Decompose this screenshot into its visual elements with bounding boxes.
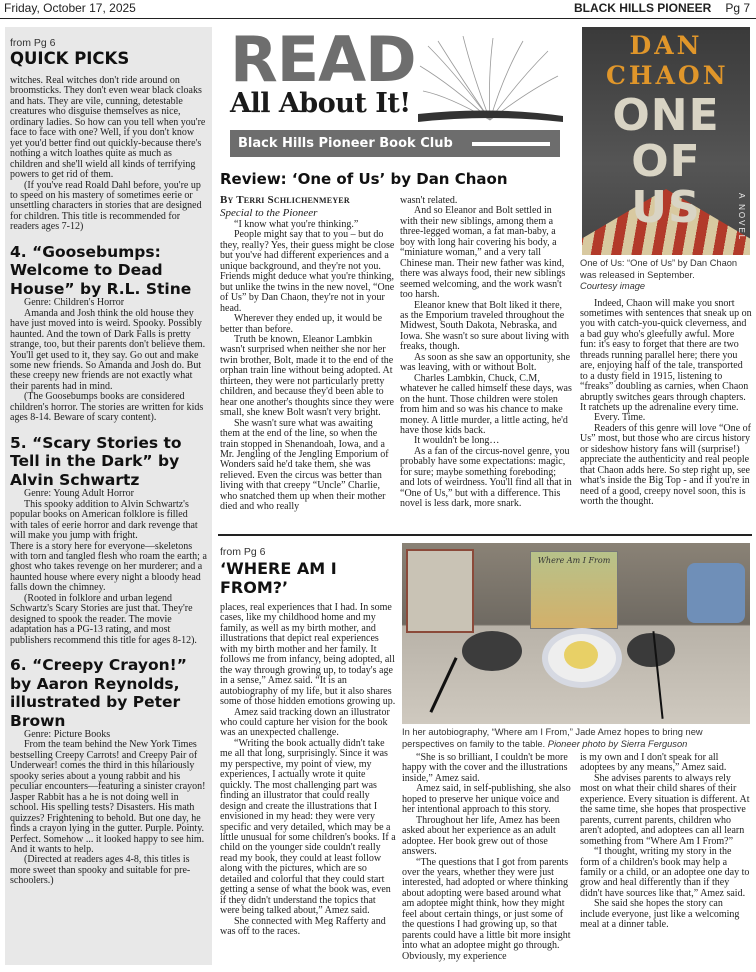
where-column-3 xyxy=(580,753,752,970)
photo-credit: Pioneer photo by Sierra Ferguson xyxy=(547,738,688,749)
book-club-name: Black Hills Pioneer Book Club xyxy=(238,136,453,151)
paragraph: (Rooted in folklore and urban legend Schwartz's Scary Stories are just that. They're designed to spook the reader. The movie adaptation has a PG-13 rating, and most publishers recommend this title for ages 8-12). xyxy=(10,592,197,646)
plate xyxy=(462,631,522,671)
paragraph: As a fan of the circus-novel genre, you probably have some expectations: magic, for sure; maybe something foreboding; and lots of weirdness. You'll find all that in “One of Us,” but with a difference. This novel is less dark, more snark. xyxy=(400,445,572,510)
cover-author: DAN CHAON xyxy=(606,31,729,90)
paragraph: Throughout her life, Amez has been asked about her experience as an adult adoptee. Her book grew out of those answers. xyxy=(402,814,560,858)
continued-from: from Pg 6 xyxy=(220,546,266,558)
paragraph: Genre: Picture Books xyxy=(24,729,111,741)
book-club-bar xyxy=(230,130,560,157)
cup xyxy=(627,633,675,667)
banner-read: READ xyxy=(230,23,416,96)
article-photo xyxy=(402,543,750,724)
article-headline: ‘WHERE AM I FROM?’ xyxy=(220,559,337,597)
paragraph: (Directed at readers ages 4-8, this titles is more sweet than spooky and suitable for pre-schoolers.) xyxy=(10,854,191,887)
cover-caption: One of Us: “One of Us” by Dan Chaon was released in September. xyxy=(580,258,738,280)
photo-book-title: Where Am I From xyxy=(537,556,611,565)
article-body xyxy=(580,299,752,508)
paragraph: And so Eleanor and Bolt settled in with their new siblings, among them a three-legged woman, a fat man-baby, a boy with long hair covering his body, a “miniature woman,” and a very tall Chinese man. Their new father was kind, there was always food, their new siblings seemed welcoming, and the work wasn't too harsh. xyxy=(400,205,566,301)
article-body xyxy=(10,730,207,887)
review-headline: Review: ‘One of Us’ by Dan Chaon xyxy=(220,170,508,188)
cover-title: ONE OF US xyxy=(612,90,720,233)
paragraph: People might say that to you – but do they, really? Yes, their guess might be close but you've had different experiences and a unique background, and they're not you. Friends might deduce what you're thinking, but unlike the twins in the new novel, “One of Us” by Dan Chaon, they're not in your head. xyxy=(220,229,395,314)
byline: By Terri Schlichenmeyer xyxy=(220,194,350,206)
pick-6-title: 6. “Creepy Crayon!” by Aaron Reynolds, illustrated by Peter Brown xyxy=(10,656,187,730)
book-cover-image xyxy=(582,27,750,255)
paragraph: wasn't related. xyxy=(400,196,458,206)
open-book-icon xyxy=(418,36,563,124)
paragraph: She connected with Meg Rafferty and was off to the races. xyxy=(220,915,386,938)
paragraph: She said she hopes the story can include everyone, just like a welcoming meal at a dinner table. xyxy=(580,898,740,931)
paragraph: Amez said tracking down an illustrator who could capture her vision for the book was an unexpected challenge. xyxy=(220,706,390,739)
paper-name: BLACK HILLS PIONEER xyxy=(573,1,712,15)
pick-5-title: 5. “Scary Stories to Tell in the Dark” by Alvin Schwartz xyxy=(10,433,182,489)
paragraph: Readers of this genre will love “One of Us” most, but those who are circus history or sideshow history fans will (surprise!) appreciate the authenticity and real people that Chaon adds here. So step right up, see what's inside the Big Top - and if you're in need of a good, creepy novel soon, this is worth the thought. xyxy=(580,422,751,508)
book-club-banner xyxy=(228,23,562,160)
section-title: QUICK PICKS xyxy=(10,49,130,68)
paragraph: It wouldn't be long… xyxy=(414,435,500,447)
review-column-1 xyxy=(220,193,395,531)
paragraph: Wherever they ended up, it would be better than before. xyxy=(220,313,383,335)
section-divider xyxy=(218,534,752,536)
article-body xyxy=(220,603,396,938)
paragraph: Indeed, Chaon will make you snort sometimes with sentences that sneak up on you with catch-you-quick cleverness, and a bad guy who's gleefully awful. More fun: it's easy to forget that there are two threads running parallel here; there you are, enjoying half of the tale, transported to a dusty field in 1915, listening to “freaks” doubling as carnies, when Chaon abruptly switches gears through chapters. It ratchets up the adrenaline every time. xyxy=(580,297,752,414)
photo-caption xyxy=(402,727,752,750)
paragraph: “She is so brilliant, I couldn't be more happy with the cover and the illustrations inside,” Amez said. xyxy=(402,753,568,784)
caption-text: In her autobiography, “Where am I From,” Jade Amez hopes to bring new perspectives on family to the table. xyxy=(402,727,703,749)
article-body xyxy=(10,76,207,233)
paragraph: “Writing the book actually didn't take me all that long, surprisingly. Since it was my perspective, my point of view, my experiences, I actually wrote it quite quickly. The most challenging part was finding an illustrator that could really design and create the illustrations that I envisioned in my head: they were very specific and very detailed, which may be a little unusual for some children's books. If a child on the younger side couldn't really read my book, they could at least follow along with the pictures, which are so detailed and colorful that they could start getting a sense of what the book was, even if they didn't understand the topics that were being talked about,” Amez said. xyxy=(220,737,396,917)
paragraph: (If you've read Roald Dahl before, you're up to speed on his mastery of sometimes eerie or unsettling characters in stories that are designed for children. This title is recommended for readers ages 7-12) xyxy=(10,179,202,233)
fork xyxy=(429,657,457,713)
paragraph: Amanda and Josh think the old house they have just moved into is weird. Spooky. Possibly haunted. And the town of Dark Falls is pretty strange, too, but their parents don't believe them. You'll get used to it, they say. Go out and make some new friends. So Amanda and Josh do. But these creepy new friends are not exactly what their parents had in mind. xyxy=(10,307,206,392)
page-header xyxy=(0,0,756,19)
where-column-2 xyxy=(402,753,574,970)
paragraph: There is a story here for everyone—skeletons with torn and tangled flesh who roam the earth; a ghost who takes revenge on her murderer; and a haunted house where every night a bloody head falls down the chimney. xyxy=(10,540,207,594)
cover-subtitle: A NOVEL xyxy=(737,192,746,241)
paragraph: “I thought, writing my story in the form of a children's book may help a family or a child, or an adoptee one day to grow and heal differently than if they didn't have sources like that,” Amez said. xyxy=(580,846,750,899)
paragraph: is my own and I don't speak for all adoptees by any means,” Amez said. xyxy=(580,753,727,774)
where-column-1 xyxy=(220,546,396,970)
article-body xyxy=(580,753,752,931)
review-column-2 xyxy=(400,196,572,532)
paragraph: Genre: Children's Horror xyxy=(24,297,125,309)
continued-from: from Pg 6 xyxy=(10,37,56,49)
paragraph: Every. Time. xyxy=(594,412,646,424)
paragraph: “I know what you're thinking.” xyxy=(234,219,359,230)
paragraph: From the team behind the New York Times bestselling Creepy Carrots! and Creepy Pair of Underwear! comes the third in this hilariously spooky series about a young rabbit and his peculiar encounters—featuring a sinister crayon! xyxy=(10,739,206,793)
paragraph: She advises parents to always rely most on what their child shares of their experience. Every situation is different. At the same time, she hopes that prospective parents, current parents, children who aren't adopted, and adoptees can all learn something from “Where Am I From?” xyxy=(580,772,750,847)
pick-4-title: 4. “Goosebumps: Welcome to Dead House” by R.L. Stine xyxy=(10,242,192,298)
page-number: Pg 7 xyxy=(725,1,750,15)
paragraph: witches. Real witches don't ride around on broomsticks. They don't even wear black cloaks and hats. They are vile, cunning, detestable creatures who disguise themselves as nice, ordinary ladies. So how can you tell when you're face to face with one? Well, if you don't know yet you'd better find out quickly-because there's nothing a witch loathes quite as much as children and she'll wield all kinds of terrifying powers to get rid of them. xyxy=(10,75,206,181)
article-body xyxy=(400,196,572,510)
food xyxy=(564,641,598,669)
paragraph: As soon as she saw an opportunity, she was leaving, with or without Bolt. xyxy=(400,351,571,374)
paragraph: Charles Lambkin, Chuck, C.M, whatever he called himself these days, was on the hunt. Those children were stolen from him and so was his chance to make money. A little murder, a little acting, he'd have those kids back. xyxy=(400,372,572,436)
article-body xyxy=(10,298,207,423)
paragraph: (The Goosebumps books are considered children's horror. The stories are written for kids ages 8-14. Beware of scary content). xyxy=(10,391,204,424)
decor xyxy=(687,563,745,623)
byline-affiliation: Special to the Pioneer xyxy=(220,207,318,219)
poster xyxy=(406,549,474,633)
paragraph: Genre: Young Adult Horror xyxy=(24,488,134,500)
paragraph: Truth be known, Eleanor Lambkin wasn't surprised when neither she nor her twin brother, Bolt, made it to the end of the orphan train line without being adopted. At thirteen, they were not particularly pretty children, and because they'd been able to hear one another's thoughts since they were small, she knew Bolt wasn't very bright. xyxy=(220,333,394,419)
article-body xyxy=(10,489,207,646)
issue-date: Friday, October 17, 2025 xyxy=(4,1,136,15)
quick-picks-column xyxy=(5,27,212,965)
paragraph: She wasn't sure what was awaiting them at the end of the line, so when the train stopped in Shenandoah, Iowa, and a Mr. Jengling of the Jengling Emporium of Wonders said he'd take them, she was relieved. Even the circus was better than living with that creepy “Uncle” Charlie, who snatched them up when their mother died and who really xyxy=(220,417,389,513)
cover-credit: Courtesy image xyxy=(580,281,646,291)
paragraph: This spooky addition to Alvin Schwartz's popular books on American folklore is filled with tales of eerie horror and dark revenge that will make you jump with fright. xyxy=(10,498,198,542)
paragraph: “The questions that I got from parents over the years, whether they were just interested, had adopted or where thinking about adopting were based around what am adoptee might think, how they might feel about certain things, or just some of the questions I had growing up, so that parents could have a little bit more insight into what an adoptee might go through. Obviously, my experience xyxy=(402,856,571,962)
paragraph: Amez said, in self-publishing, she also hoped to preserve her unique voice and her intentional approach to this story. xyxy=(402,783,571,816)
article-body xyxy=(402,753,574,962)
paragraph: places, real experiences that I had. In some cases, like my childhood home and my family, as well as my birth mother, and illustrations that depict real experiences with my birth mother and her family. It follows me from infancy, being adopted, all the way through growing up, to today's age in a sense,” Amez said. “It is an autobiography of my life, but it also shares some of those hidden emotions growing up. xyxy=(220,602,396,708)
paragraph: Eleanor knew that Bolt liked it there, as the Emporium traveled throughout the Midwest, South Dakota, Nebraska, and Iowa. She wasn't so sure about living with freaks, though. xyxy=(400,299,570,353)
paragraph: Jasper Rabbit has a he is not doing well in school. His spelling tests? Disasters. His math quizzes? Frightening to behold. But one day, he finds a crayon lying in the gutter. Purple. Pointy. Perfect. Somehow ... it looked happy to see him. And it wants to help. xyxy=(10,791,205,856)
review-column-3 xyxy=(580,258,752,532)
book-on-display xyxy=(530,551,618,629)
banner-all-about-it: All About It! xyxy=(230,88,411,119)
article-body xyxy=(220,220,395,513)
